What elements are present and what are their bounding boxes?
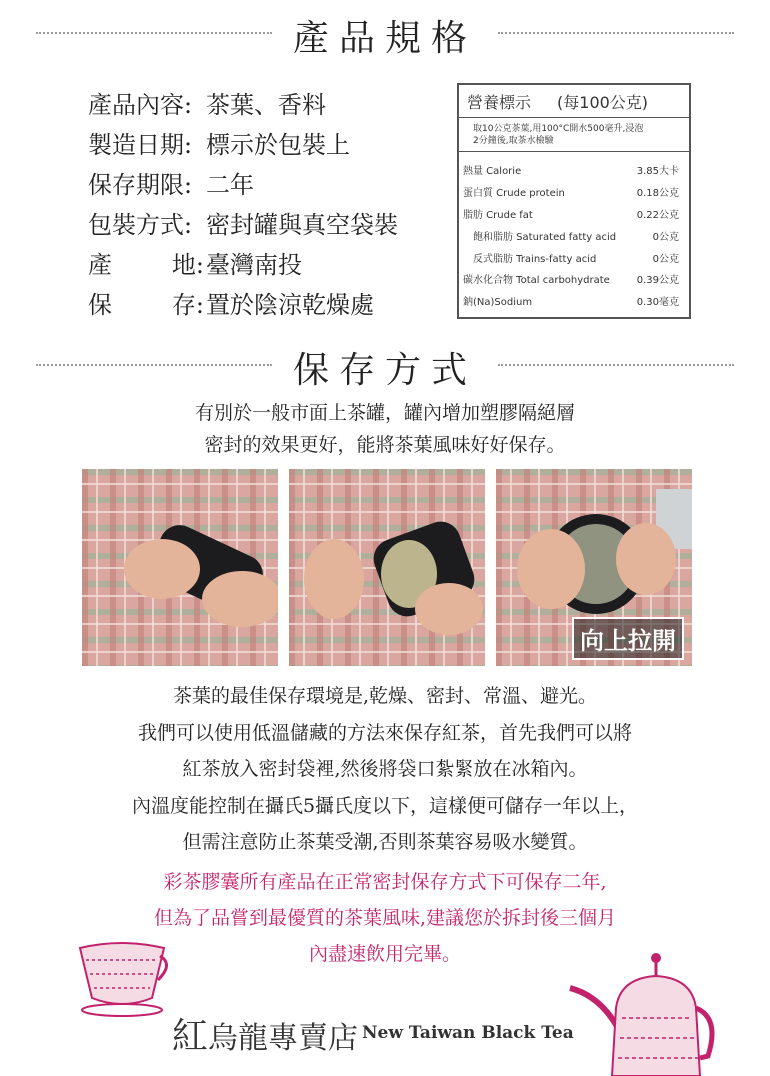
nutrition-note-line: 2分鐘後,取茶水檢驗	[473, 136, 554, 146]
body-line: 我們可以使用低溫儲藏的方法來保存紅茶，首先我們可以將	[137, 721, 632, 744]
brand-rest: 烏龍專賣店	[208, 1021, 359, 1056]
spec-value: 臺灣南投	[206, 250, 302, 279]
spec-row	[88, 202, 438, 242]
nutrient-name: 熱量 Calorie	[463, 166, 522, 178]
spec-label: 保存期限:	[88, 170, 193, 199]
spec-label: 產品內容:	[88, 90, 193, 119]
spec-label-right: 地:	[171, 250, 204, 279]
nutrient-name: 反式脂肪 Trains-fatty acid	[473, 253, 597, 265]
intro-line: 密封的效果更好，能將茶葉風味好好保存。	[204, 434, 566, 456]
nutrient-name: 碳水化合物 Total carbohydrate	[463, 275, 610, 287]
spec-label: 包裝方式:	[88, 210, 193, 239]
photo-pull-up	[496, 469, 692, 666]
brand-name	[172, 1008, 358, 1059]
photo-hands-opening-can	[82, 469, 278, 666]
photo-illustration	[82, 469, 278, 666]
nutrition-label	[457, 83, 691, 319]
notice-line: 彩茶膠囊所有產品在正常密封保存方式下可保存二年,	[163, 871, 607, 893]
body-line: 茶葉的最佳保存環境是,乾燥、密封、常溫、避光。	[172, 685, 598, 707]
intro-line: 有別於一般市面上茶罐，罐內增加塑膠隔絕層	[194, 402, 575, 424]
nutrient-value: 0.18公克	[636, 188, 679, 200]
spec-row	[88, 82, 438, 122]
spec-label-left: 保	[88, 290, 112, 319]
spec-row	[88, 242, 438, 282]
spec-value: 二年	[206, 170, 254, 199]
nutrient-value: 3.85大卡	[636, 166, 679, 178]
spec-label	[88, 285, 204, 320]
nutrition-row	[459, 268, 689, 290]
spec-value: 密封罐與真空袋裝	[206, 210, 398, 239]
spec-row	[88, 162, 438, 202]
nutrition-row	[459, 224, 689, 246]
brand-first-char: 紅	[172, 1016, 209, 1057]
spec-label	[88, 245, 204, 280]
nutrition-row	[459, 290, 689, 312]
nutrient-value: 0.39公克	[636, 275, 679, 287]
spec-title: 產品規格	[292, 18, 477, 59]
spec-heading	[0, 6, 770, 59]
body-line: 但需注意防止茶葉受潮,否則茶葉容易吸水變質。	[182, 831, 588, 853]
brand-english: New Taiwan Black Tea	[362, 1023, 574, 1043]
nutrition-note-line: 取10公克茶葉,用100°C開水500毫升,浸泡	[473, 124, 644, 134]
nutrition-unit: (每100公克)	[557, 92, 649, 112]
notice-line: 但為了品嘗到最優質的茶葉風味,建議您於拆封後三個月	[153, 907, 617, 929]
spec-value: 標示於包裝上	[206, 130, 350, 159]
body-line: 紅茶放入密封袋裡,然後將袋口紮緊放在冰箱內。	[182, 758, 588, 780]
photo-opening-lid	[289, 469, 485, 666]
spec-label-right: 存:	[171, 290, 204, 319]
storage-body	[0, 678, 770, 861]
teacup-icon	[76, 940, 168, 1018]
spec-row	[88, 282, 438, 322]
spec-row	[88, 122, 438, 162]
storage-heading	[0, 338, 770, 391]
photo-caption: 向上拉開	[572, 617, 684, 660]
spec-label: 製造日期:	[88, 130, 193, 159]
nutrition-row	[459, 246, 689, 268]
nutrient-value: 0公克	[652, 253, 679, 265]
nutrient-name: 鈉(Na)Sodium	[463, 297, 533, 309]
nutrition-rows	[459, 152, 689, 312]
divider-right	[498, 364, 734, 366]
notice-line: 內盡速飲用完畢。	[308, 943, 461, 965]
spec-value: 茶葉、香料	[206, 90, 326, 119]
nutrient-value: 0.22公克	[636, 209, 679, 221]
storage-intro	[0, 397, 770, 461]
nutrient-value: 0公克	[652, 231, 679, 243]
nutrition-title: 營養標示	[467, 92, 532, 112]
spec-list	[88, 82, 438, 322]
nutrition-header	[459, 85, 689, 118]
nutrient-name: 蛋白質 Crude protein	[463, 188, 565, 200]
nutrient-value: 0.30毫克	[636, 297, 679, 309]
spec-label-left: 產	[88, 250, 112, 279]
nutrition-row	[459, 181, 689, 203]
divider-right	[498, 32, 734, 34]
nutrition-row	[459, 159, 689, 181]
teapot-icon	[560, 948, 720, 1076]
nutrient-name: 脂肪 Crude fat	[463, 209, 533, 221]
nutrient-name: 飽和脂肪 Saturated fatty acid	[473, 231, 617, 243]
body-line: 內溫度能控制在攝氏5攝氏度以下，這樣便可儲存一年以上，	[131, 794, 639, 817]
nutrition-row	[459, 203, 689, 225]
nutrition-note	[459, 118, 689, 152]
storage-title: 保存方式	[292, 350, 477, 391]
photo-illustration	[289, 469, 485, 666]
spec-value: 置於陰涼乾燥處	[206, 290, 374, 319]
